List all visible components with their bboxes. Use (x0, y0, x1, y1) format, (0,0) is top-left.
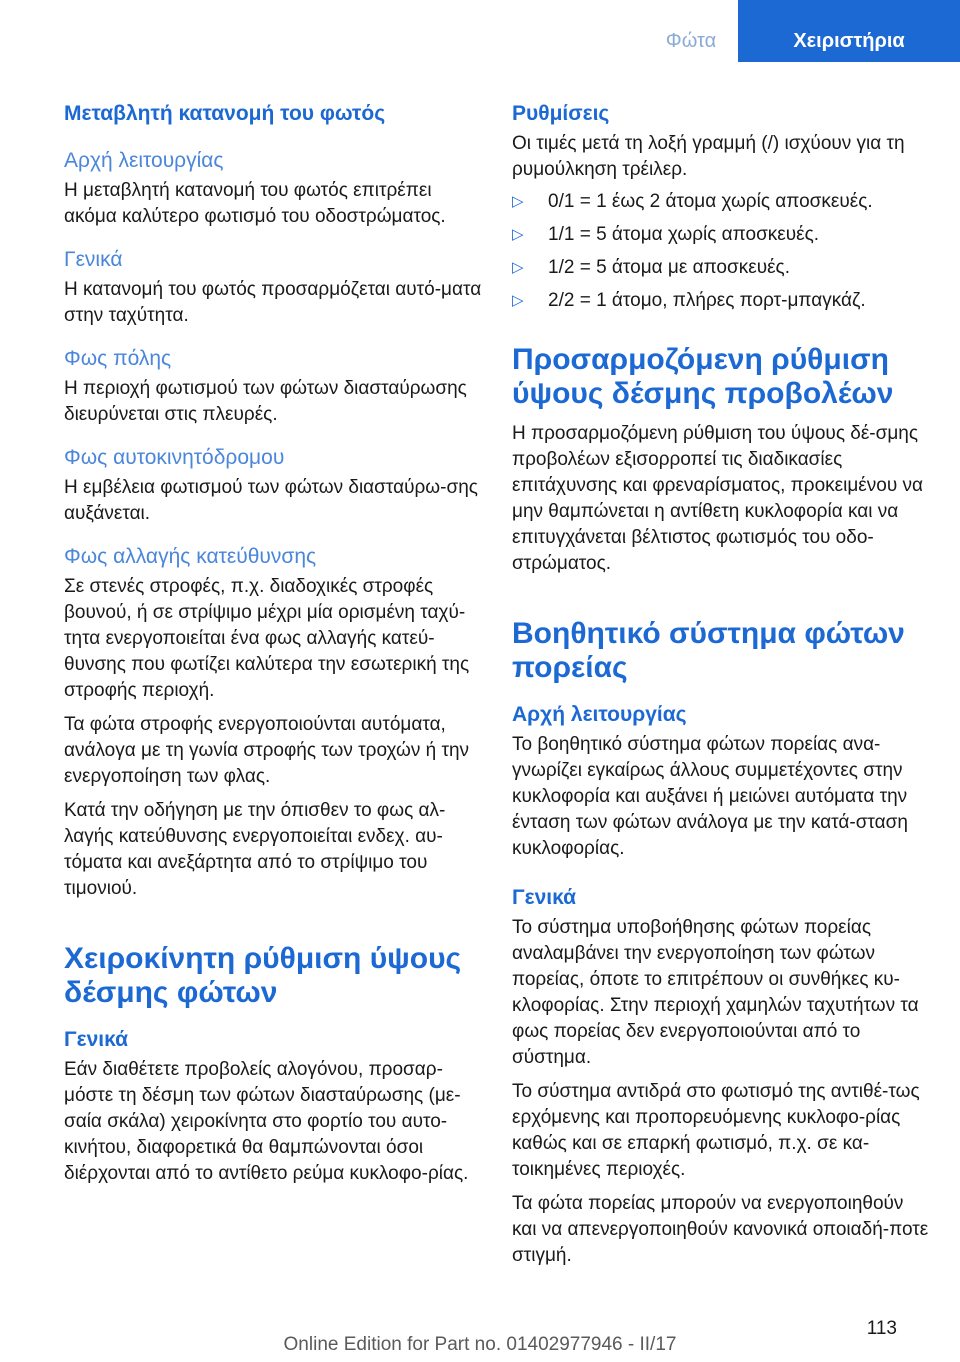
section-title-adaptive-headlight-range: Προσαρμοζόμενη ρύθμιση ύψους δέσμης προβολέων (512, 343, 894, 410)
paragraph: Η περιοχή φωτισμού των φώτων διασταύρωσης διευρύνεται στις πλευρές. (64, 378, 467, 425)
settings-list (512, 189, 932, 314)
subheading-principle: Αρχή λειτουργίας (64, 149, 224, 172)
paragraph: Η εμβέλεια φωτισμού των φώτων διασταύρω-σης αυξάνεται. (64, 477, 478, 524)
paragraph: Το σύστημα αντιδρά στο φωτισμό της αντιθέ-τως ερχόμενης και προπορευόμενης κυκλοφο-ρίας καθώς και σε επαρκή φωτισμό, π.χ. σε κα-τοικημένες περιοχές. (512, 1081, 920, 1180)
paragraph: Τα φώτα στροφής ενεργοποιούνται αυτόματα, ανάλογα με τη γωνία στροφής των τροχών ή την ενεργοποίηση των φλας. (64, 714, 470, 787)
subheading-general: Γενικά (64, 248, 123, 271)
section-title-variable-light: Μεταβλητή κατανομή του φωτός (64, 102, 386, 125)
page-number: 113 (866, 1318, 897, 1339)
triangle-bullet-icon: ▷ (512, 259, 524, 276)
subheading-general: Γενικά (64, 1028, 129, 1051)
header-tab-lights[interactable]: Φώτα (665, 29, 717, 52)
paragraph: Η προσαρμοζόμενη ρύθμιση του ύψους δέ-σμης προβολέων εξισορροπεί τις διαδικασίες επιτάχυνσης και φρεναρίσματος, προκειμένου να μην θαμπώνεται η αντίθετη κυκλοφορία και να επιτυγχάνεται βέλτιστος φωτισμός του οδο-στρώματος. (512, 423, 923, 574)
list-item: ▷ 2/2 = 1 άτομο, πλήρες πορτ-μπαγκάζ. (512, 288, 932, 314)
list-item: ▷ 0/1 = 1 έως 2 άτομα χωρίς αποσκευές. (512, 189, 932, 215)
list-item: ▷ 1/2 = 5 άτομα με αποσκευές. (512, 255, 932, 281)
paragraph: Οι τιμές μετά τη λοξή γραμμή (/) ισχύουν για τη ρυμούλκηση τρέιλερ. (512, 133, 905, 180)
subheading-motorway-light: Φως αυτοκινητόδρομου (64, 446, 285, 469)
paragraph: Τα φώτα πορείας μπορούν να ενεργοποιηθούν και να απενεργοποιηθούν κανονικά οποιαδή-ποτε στιγμή. (512, 1193, 929, 1266)
paragraph: Εάν διαθέτετε προβολείς αλογόνου, προσαρ-μόστε τη δέσμη των φώτων διασταύρωσης (με-σαία σκάλα) χειροκίνητα στο φορτίο του αυτο-κινήτου, διαφορετικά θα θαμπώνονται όσοι διέρχονται από το αντίθετο ρεύμα κυκλοφο-ρίας. (64, 1059, 469, 1184)
footer-edition-text: Online Edition for Part no. 01402977946 - II/17 (283, 1334, 677, 1355)
paragraph: Σε στενές στροφές, π.χ. διαδοχικές στροφές βουνού, ή σε στρίψιμο μέχρι μία ορισμένη ταχύ-τητα ενεργοποιείται ένα φως αλλαγής κατεύ-θυνσης που φωτίζει καλύτερα την εσωτερική της στροφής περιοχή. (64, 576, 470, 701)
page-header (644, 0, 960, 62)
triangle-bullet-icon: ▷ (512, 193, 524, 210)
subheading-cornering-light: Φως αλλαγής κατεύθυνσης (64, 545, 317, 568)
paragraph: Η κατανομή του φωτός προσαρμόζεται αυτό-ματα στην ταχύτητα. (64, 279, 482, 326)
subheading-principle: Αρχή λειτουργίας (512, 703, 687, 726)
paragraph: Το βοηθητικό σύστημα φώτων πορείας ανα-γνωρίζει εγκαίρως άλλους συμμετέχοντες στην κυκλοφορία και αυξάνει ή μειώνει αυτόματα την ένταση των φώτων ανάλογα με την κατά-σταση κυκλοφορίας. (512, 734, 908, 859)
subheading-general: Γενικά (512, 886, 577, 909)
section-title-high-beam-assistant: Βοηθητικό σύστημα φώτων πορείας (512, 617, 905, 684)
section-title-manual-headlight-range: Χειροκίνητη ρύθμιση ύψους δέσμης φώτων (64, 942, 462, 1009)
paragraph: Το σύστημα υποβοήθησης φώτων πορείας αναλαμβάνει την ενεργοποίηση των φώτων πορείας, όποτε το επιτρέπουν οι συνθήκες κυ-κλοφορίας. Στην περιοχή χαμηλών ταχυτήτων τα φως πορείας δεν ενεργοποιούνται από το σύστημα. (512, 917, 919, 1068)
triangle-bullet-icon: ▷ (512, 226, 524, 243)
right-column (512, 100, 932, 1269)
paragraph: Η μεταβλητή κατανομή του φωτός επιτρέπει ακόμα καλύτερο φωτισμό του οδοστρώματος. (64, 180, 446, 227)
header-tab-controls[interactable]: Χειριστήρια (738, 0, 960, 62)
subheading-city-light: Φως πόλης (64, 347, 172, 370)
triangle-bullet-icon: ▷ (512, 292, 524, 309)
subheading-settings: Ρυθμίσεις (512, 102, 610, 125)
list-item: ▷ 1/1 = 5 άτομα χωρίς αποσκευές. (512, 222, 932, 248)
left-column (64, 100, 484, 1187)
paragraph: Κατά την οδήγηση με την όπισθεν το φως αλ-λαγής κατεύθυνσης ενεργοποιείται ενδεχ. αυ-τόματα και ανεξάρτητα από το στρίψιμο του τιμονιού. (64, 800, 446, 899)
